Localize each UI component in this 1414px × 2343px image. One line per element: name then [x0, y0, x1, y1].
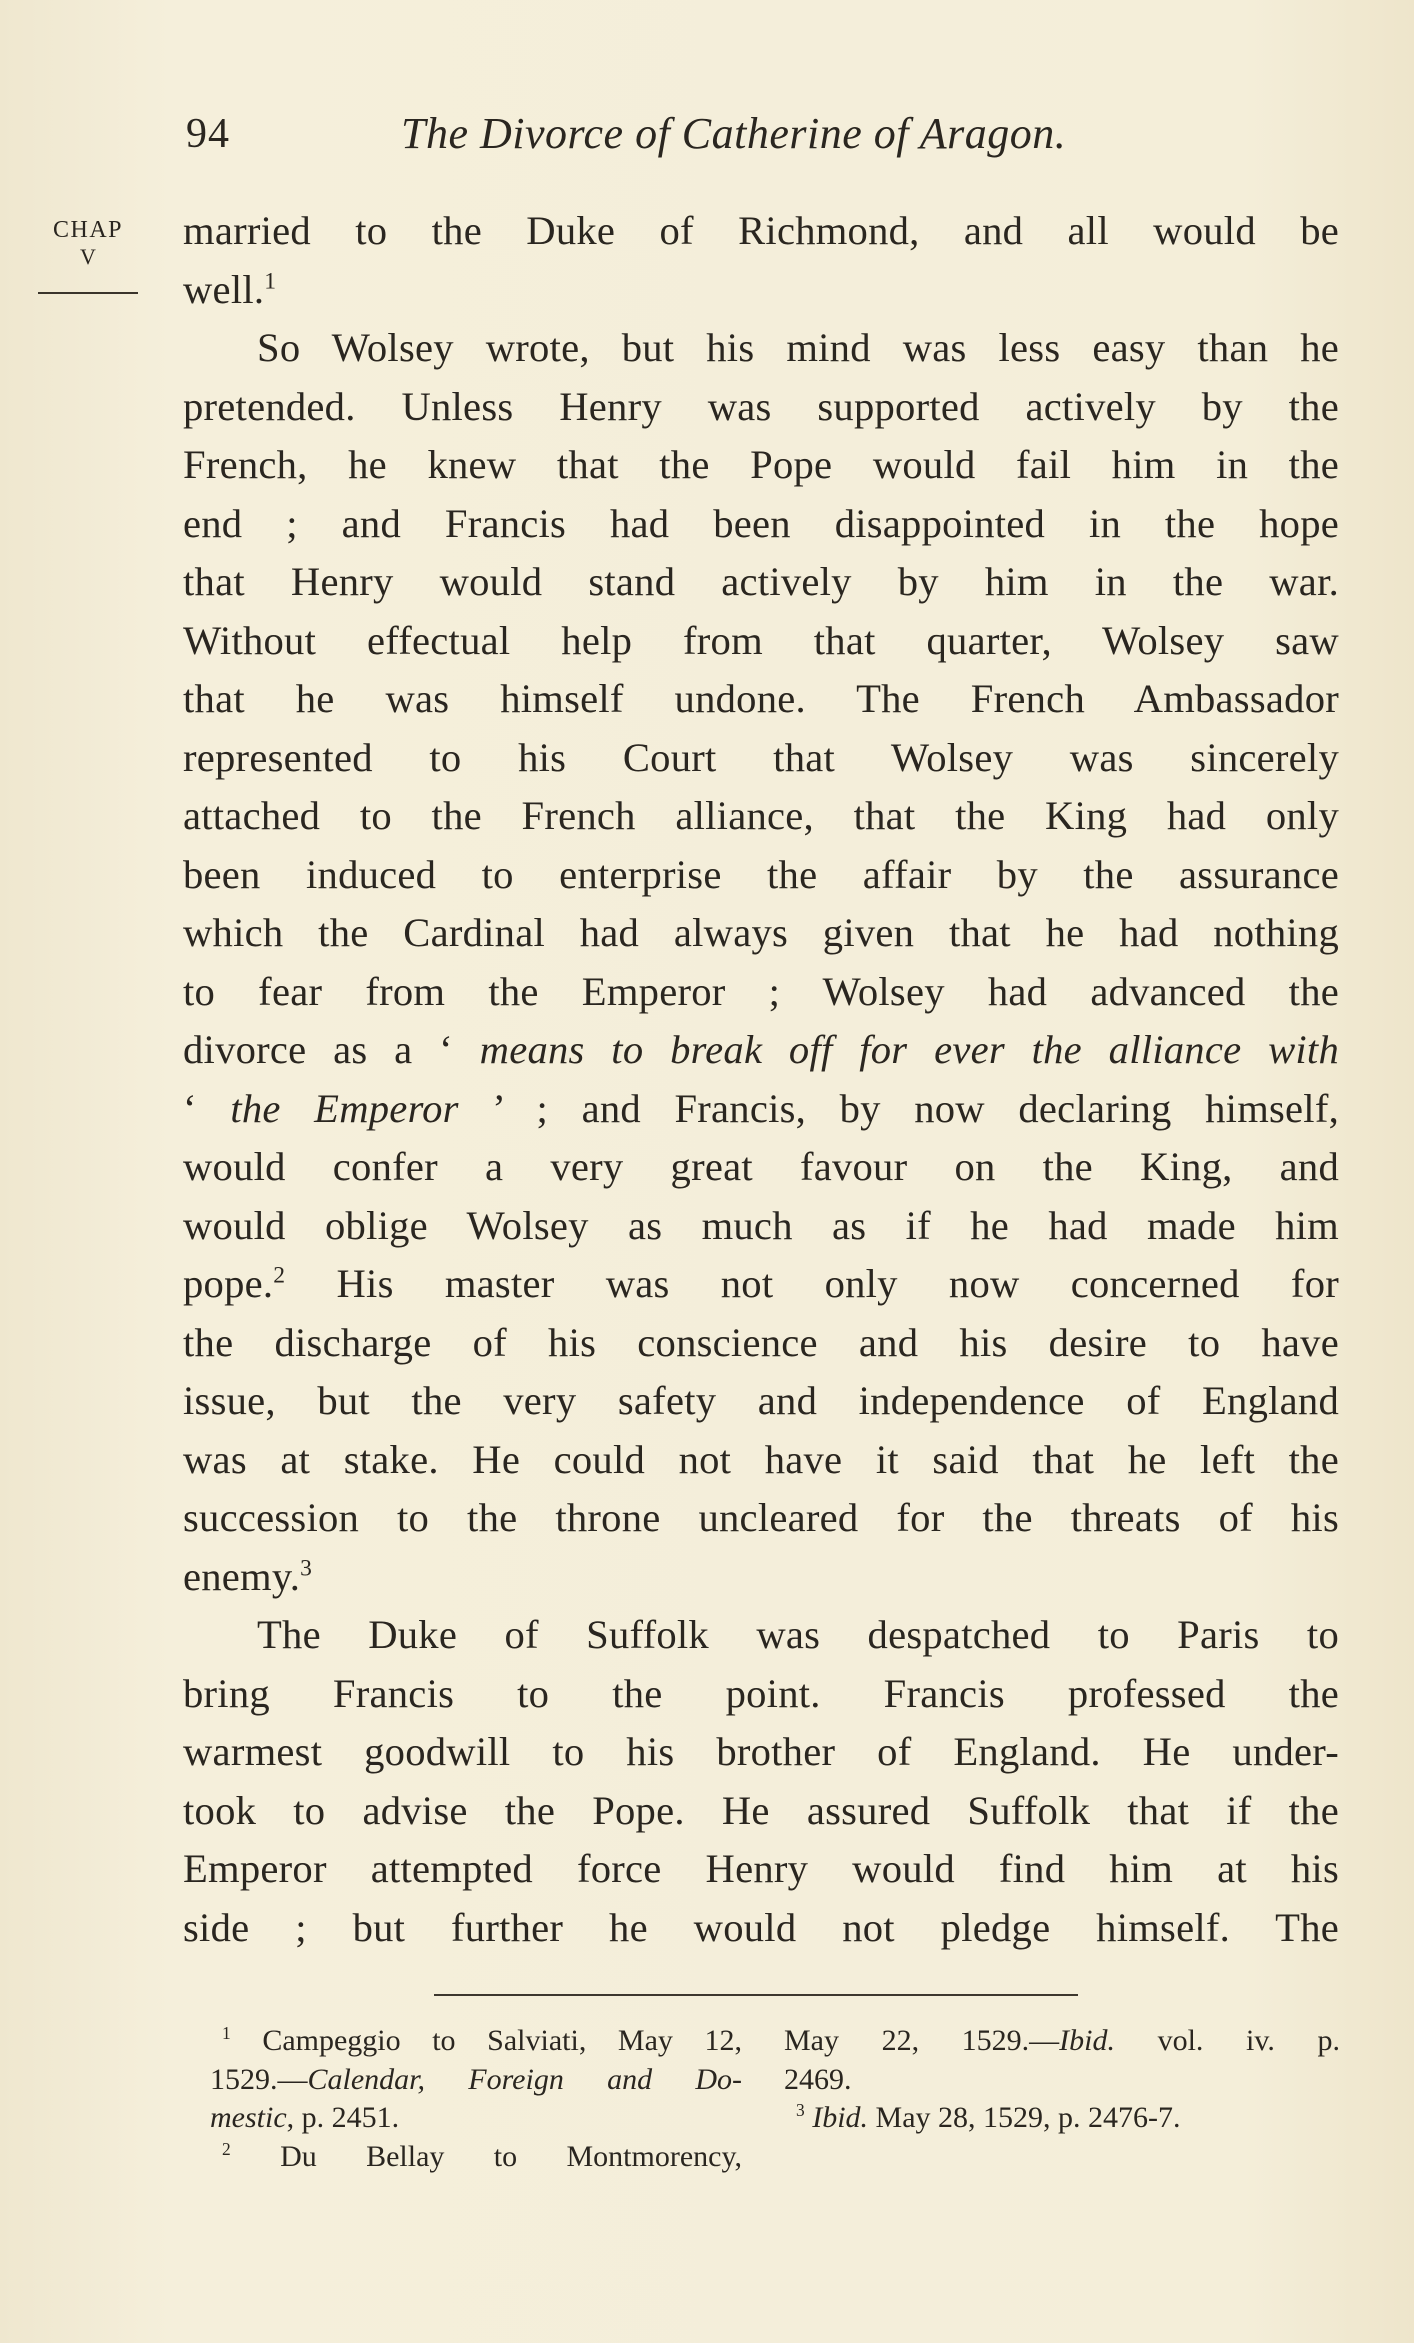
text-line: Emperor attempted force Henry would find him at his [183, 1846, 1339, 1891]
chapter-marginal-note [38, 216, 138, 294]
text-line: end ; and Francis had been disappointed in the hope [183, 500, 1339, 546]
text-line: was at stake. He could not have it said that he left the [183, 1436, 1339, 1482]
text-line: pretended. Unless Henry was supported actively by the [183, 383, 1339, 429]
text-line: Without effectual help from that quarter, Wolsey saw [183, 617, 1339, 663]
text-line: divorce as a ‘ means to break off for ever the alliance with [183, 1027, 1339, 1072]
page-number: 94 [186, 111, 230, 157]
text-line: the discharge of his conscience and his desire to have [183, 1319, 1339, 1365]
text-line: issue, but the very safety and independence of England [183, 1378, 1339, 1423]
text-line: represented to his Court that Wolsey was sincerely [183, 734, 1339, 780]
running-header [186, 104, 1342, 164]
text-line: that Henry would stand actively by him in the war. [183, 559, 1339, 604]
footnote-1: $^1$ Campeggio to Salviati, May 12, [222, 2023, 742, 2057]
footnote-2: $^2$ Du Bellay to Montmorency, [222, 2138, 742, 2173]
text-line: well.$^1$ [183, 266, 277, 312]
chapter-rule [38, 292, 138, 294]
text-line: bring Francis to the point. Francis professed the [183, 1670, 1339, 1716]
body-text [183, 202, 1339, 1957]
text-line: would oblige Wolsey as much as if he had made him [183, 1202, 1339, 1248]
footnote-column-left [210, 2022, 742, 2176]
italic-quote: means to break off for ever the alliance with [479, 1027, 1339, 1072]
text-line: side ; but further he would not pledge himself. The [183, 1904, 1339, 1950]
text-line: pope.$^2$ His master was not only now concerned for [183, 1261, 1339, 1306]
text-line: took to advise the Pope. He assured Suffolk that if the [183, 1787, 1339, 1833]
footnote-marker: 2 [273, 1262, 286, 1289]
footnote-separator [434, 1994, 1078, 1996]
chapter-number: V [80, 244, 96, 269]
italic-quote: the Emperor [230, 1085, 459, 1131]
text-line: French, he knew that the Pope would fail him in the [183, 442, 1339, 487]
footnote-2-cont: 2469. [784, 2062, 852, 2096]
text-line: succession to the throne uncleared for the threats of his [183, 1495, 1339, 1540]
footnote-2-cont: May 22, 1529.—Ibid. vol. iv. p. [784, 2024, 1340, 2057]
text-line: that he was himself undone. The French Ambassador [183, 676, 1339, 721]
text-line: warmest goodwill to his brother of England. He under- [183, 1729, 1339, 1774]
text-line: ‘ the Emperor ’ ; and Francis, by now declaring himself, [183, 1085, 1339, 1131]
text-line: would confer a very great favour on the King, and [183, 1144, 1339, 1189]
text-line: to fear from the Emperor ; Wolsey had advanced the [183, 968, 1339, 1014]
chapter-label: CHAP [52, 217, 124, 243]
footnote-marker: 3 [300, 1554, 313, 1581]
footnote-1-cont: mestic, p. 2451. [210, 2101, 400, 2134]
text-line: attached to the French alliance, that the King had only [183, 793, 1339, 838]
text-line: been induced to enterprise the affair by the assurance [183, 851, 1339, 897]
footnote-1-cont: 1529.—Calendar, Foreign and Do- [210, 2062, 742, 2096]
footnote-column-right [784, 2022, 1340, 2138]
text-line: enemy.$^3$ [183, 1553, 313, 1599]
footnote-marker: 1 [264, 267, 277, 294]
text-line: which the Cardinal had always given that he had nothing [183, 910, 1339, 955]
footnote-3: $^3$ Ibid. May 28, 1529, p. 2476-7. [796, 2100, 1181, 2134]
text-line: So Wolsey wrote, but his mind was less easy than he [257, 325, 1339, 370]
text-line: The Duke of Suffolk was despatched to Paris to [257, 1612, 1339, 1657]
text-line: married to the Duke of Richmond, and all would be [183, 208, 1339, 253]
running-title: The Divorce of Catherine of Aragon. [401, 109, 1067, 158]
